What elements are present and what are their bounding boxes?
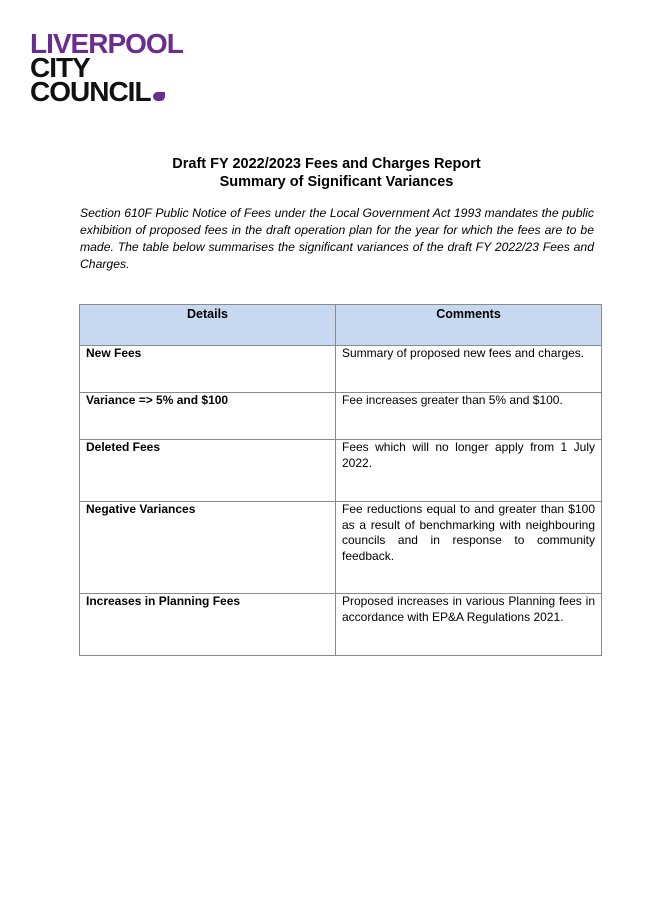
row-detail: Negative Variances bbox=[80, 502, 336, 594]
council-logo bbox=[30, 28, 230, 107]
logo-line-city: CITY bbox=[30, 52, 90, 83]
row-comment: Fee increases greater than 5% and $100. bbox=[336, 393, 602, 440]
table-row bbox=[80, 346, 602, 393]
logo-line-liverpool: LIVERPOOL bbox=[30, 28, 183, 59]
row-detail: New Fees bbox=[80, 346, 336, 393]
row-detail: Increases in Planning Fees bbox=[80, 594, 336, 656]
table-header-row bbox=[80, 305, 602, 346]
logo-mark-icon bbox=[153, 92, 165, 101]
report-heading bbox=[0, 155, 653, 191]
column-header-details: Details bbox=[80, 305, 336, 346]
logo-line-council-text: COUNCIL bbox=[30, 76, 151, 107]
report-subtitle: Summary of Significant Variances bbox=[219, 174, 454, 190]
row-detail: Variance => 5% and $100 bbox=[80, 393, 336, 440]
table-row bbox=[80, 393, 602, 440]
report-title: Draft FY 2022/2023 Fees and Charges Report bbox=[172, 156, 481, 172]
table-row bbox=[80, 440, 602, 502]
table-row bbox=[80, 594, 602, 656]
variances-table bbox=[79, 304, 602, 656]
row-detail: Deleted Fees bbox=[80, 440, 336, 502]
logo-line-council bbox=[30, 76, 230, 107]
row-comment: Fee reductions equal to and greater than $100 as a result of benchmarking with neighbouring councils and in response to community feedback. bbox=[336, 502, 602, 594]
intro-paragraph: Section 610F Public Notice of Fees under the Local Government Act 1993 mandates the public exhibition of proposed fees in the draft operation plan for the year for which the fees are to be made. The table below summarises the significant variances of the draft FY 2022/23 Fees and Charges. bbox=[80, 206, 594, 271]
row-comment: Summary of proposed new fees and charges. bbox=[336, 346, 602, 393]
row-comment: Proposed increases in various Planning fees in accordance with EP&A Regulations 2021. bbox=[336, 594, 602, 656]
table-row bbox=[80, 502, 602, 594]
column-header-comments: Comments bbox=[336, 305, 602, 346]
row-comment: Fees which will no longer apply from 1 July 2022. bbox=[336, 440, 602, 502]
